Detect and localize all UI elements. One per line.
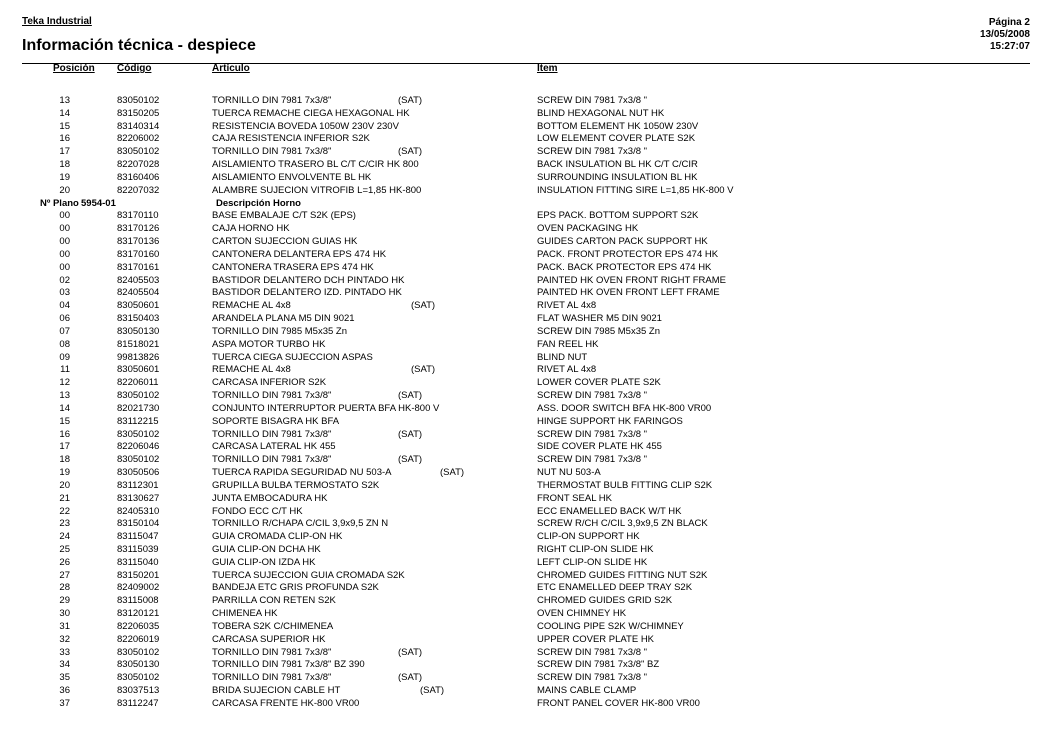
article-cell: CONJUNTO INTERRUPTOR PUERTA BFA HK-800 V (212, 402, 440, 414)
article-cell: ARANDELA PLANA M5 DIN 9021 (212, 313, 355, 325)
article-cell: TORNILLO DIN 7981 7x3/8" BZ 390 (212, 659, 365, 671)
code-cell: 82021730 (117, 402, 160, 414)
article-cell: TOBERA S2K C/CHIMENEA (212, 620, 334, 632)
table-row (0, 390, 1052, 403)
article-cell: TUERCA REMACHE CIEGA HEXAGONAL HK (212, 107, 410, 119)
item-cell: HINGE SUPPORT HK FARINGOS (537, 415, 683, 427)
item-cell: SCREW DIN 7981 7x3/8 " (537, 428, 648, 440)
article-cell: TUERCA CIEGA SUJECCION ASPAS (212, 351, 373, 363)
position-cell: 28 (59, 582, 70, 594)
table-row (0, 531, 1052, 544)
position-cell: 14 (59, 402, 70, 414)
position-cell: 37 (59, 697, 70, 709)
position-cell: 33 (59, 646, 70, 658)
position-cell: 26 (59, 556, 70, 568)
position-cell: 16 (59, 428, 70, 440)
table-row (0, 377, 1052, 390)
item-cell: PAINTED HK OVEN FRONT RIGHT FRAME (537, 274, 726, 286)
item-cell: UPPER COVER PLATE HK (537, 633, 655, 645)
article-cell: CARCASA INFERIOR S2K (212, 377, 327, 389)
table-row (0, 95, 1052, 108)
article-cell: BASTIDOR DELANTERO IZD. PINTADO HK (212, 287, 402, 299)
article-cell: TORNILLO DIN 7981 7x3/8" (212, 454, 332, 466)
code-cell: 83050102 (117, 428, 160, 440)
code-cell: 83170110 (117, 210, 159, 222)
table-row (0, 570, 1052, 583)
sat-tag: (SAT) (398, 646, 423, 658)
table-row (0, 275, 1052, 288)
item-cell: LOW ELEMENT COVER PLATE S2K (537, 133, 696, 145)
table-row (0, 634, 1052, 647)
item-cell: OVEN PACKAGING HK (537, 223, 639, 235)
table-row (0, 480, 1052, 493)
code-cell: 83115008 (117, 595, 159, 607)
code-cell: 83050102 (117, 646, 160, 658)
article-cell: REMACHE AL 4x8 (212, 364, 291, 376)
table-row (0, 172, 1052, 185)
position-cell: 18 (59, 159, 70, 171)
item-cell: SCREW R/CH C/CIL 3,9x9,5 ZN BLACK (537, 518, 708, 530)
table-row (0, 185, 1052, 198)
report-date: 13/05/2008 (979, 29, 1030, 40)
code-cell: 83050130 (117, 659, 160, 671)
position-cell: 00 (59, 261, 70, 273)
parts-table (0, 95, 1052, 711)
item-cell: GUIDES CARTON PACK SUPPORT HK (537, 236, 708, 248)
sat-tag: (SAT) (398, 672, 423, 684)
table-row (0, 493, 1052, 506)
position-cell: 13 (59, 95, 70, 106)
code-cell: 83170161 (117, 261, 160, 273)
code-cell: 82405504 (117, 287, 160, 299)
table-row (0, 223, 1052, 236)
position-cell: 02 (59, 274, 70, 286)
sat-tag: (SAT) (411, 300, 436, 312)
code-cell: 83115039 (117, 543, 159, 555)
column-header-article: Artículo (212, 63, 250, 74)
code-cell: 82207032 (117, 184, 160, 196)
position-cell: 09 (59, 351, 70, 363)
item-cell: LEFT CLIP-ON SLIDE HK (537, 556, 648, 568)
position-cell: 11 (60, 364, 70, 376)
item-cell: PAINTED HK OVEN FRONT LEFT FRAME (537, 287, 720, 299)
code-cell: 83150403 (117, 313, 160, 325)
item-cell: EPS PACK. BOTTOM SUPPORT S2K (537, 210, 699, 222)
article-cell: JUNTA EMBOCADURA HK (212, 492, 328, 504)
article-cell: BANDEJA ETC GRIS PROFUNDA S2K (212, 582, 379, 594)
table-row (0, 557, 1052, 570)
code-cell: 82206011 (117, 377, 159, 389)
code-cell: 83150205 (117, 107, 160, 119)
item-cell: FLAT WASHER M5 DIN 9021 (537, 313, 662, 325)
code-cell: 83050102 (117, 672, 160, 684)
item-cell: CHROMED GUIDES GRID S2K (537, 595, 673, 607)
article-cell: TUERCA RAPIDA SEGURIDAD NU 503-A (212, 467, 392, 479)
article-cell: CANTONERA TRASERA EPS 474 HK (212, 261, 374, 273)
code-cell: 83112301 (117, 479, 159, 491)
code-cell: 83160406 (117, 171, 160, 183)
item-cell: MAINS CABLE CLAMP (537, 685, 637, 697)
code-cell: 82409002 (117, 582, 160, 594)
position-cell: 15 (59, 120, 70, 132)
report-time: 15:27:07 (989, 41, 1030, 52)
article-cell: CARCASA SUPERIOR HK (212, 633, 326, 645)
code-cell: 83112247 (117, 697, 159, 709)
article-cell: GUIA CLIP-ON DCHA HK (212, 543, 321, 555)
position-cell: 23 (59, 518, 70, 530)
position-cell: 24 (59, 531, 70, 543)
article-cell: CARCASA LATERAL HK 455 (212, 441, 336, 453)
code-cell: 83050102 (117, 146, 160, 158)
table-row (0, 647, 1052, 660)
article-cell: PARRILLA CON RETEN S2K (212, 595, 336, 607)
article-cell: ALAMBRE SUJECION VITROFIB L=1,85 HK-800 (212, 184, 422, 196)
table-row (0, 352, 1052, 365)
item-cell: SCREW DIN 7981 7x3/8" BZ (537, 659, 660, 671)
code-cell: 82206046 (117, 441, 160, 453)
position-cell: 00 (59, 210, 70, 222)
table-row (0, 672, 1052, 685)
position-cell: 17 (59, 441, 70, 453)
item-cell: RIGHT CLIP-ON SLIDE HK (537, 543, 654, 555)
code-cell: 83170126 (117, 223, 160, 235)
table-row (0, 287, 1052, 300)
code-cell: 83120121 (117, 608, 160, 620)
position-cell: 29 (59, 595, 70, 607)
item-cell: OVEN CHIMNEY HK (537, 608, 627, 620)
article-cell: AISLAMIENTO ENVOLVENTE BL HK (212, 171, 372, 183)
code-cell: 82206019 (117, 633, 160, 645)
sat-tag: (SAT) (411, 364, 436, 376)
table-row (0, 441, 1052, 454)
item-cell: FRONT SEAL HK (537, 492, 612, 504)
article-cell: TORNILLO DIN 7981 7x3/8" (212, 428, 332, 440)
position-cell: 31 (59, 620, 70, 632)
code-cell: 82405503 (117, 274, 160, 286)
code-cell: 83140314 (117, 120, 160, 132)
article-cell: CARTON SUJECCION GUIAS HK (212, 236, 358, 248)
table-row (0, 249, 1052, 262)
table-row (0, 454, 1052, 467)
item-cell: NUT NU 503-A (537, 467, 601, 479)
table-row (0, 608, 1052, 621)
position-cell: 30 (59, 608, 70, 620)
position-cell: 00 (59, 248, 70, 260)
column-header-position: Posición (53, 63, 95, 74)
item-cell: BLIND HEXAGONAL NUT HK (537, 107, 665, 119)
item-cell: SCREW DIN 7981 7x3/8 " (537, 146, 648, 158)
article-cell: TORNILLO DIN 7985 M5x35 Zn (212, 325, 347, 337)
article-cell: TUERCA SUJECCION GUIA CROMADA S2K (212, 569, 405, 581)
article-cell: CANTONERA DELANTERA EPS 474 HK (212, 248, 387, 260)
position-cell: 21 (59, 492, 70, 504)
sat-tag: (SAT) (398, 95, 423, 106)
code-cell: 83115047 (117, 531, 159, 543)
item-cell: BOTTOM ELEMENT HK 1050W 230V (537, 120, 699, 132)
position-cell: 07 (59, 325, 70, 337)
article-cell: RESISTENCIA BOVEDA 1050W 230V 230V (212, 120, 399, 132)
item-cell: SURROUNDING INSULATION BL HK (537, 171, 698, 183)
position-cell: 20 (59, 479, 70, 491)
page-meta (980, 17, 1030, 53)
code-cell: 83150201 (117, 569, 160, 581)
sat-tag: (SAT) (398, 428, 423, 440)
table-row (0, 364, 1052, 377)
sat-tag: (SAT) (398, 454, 423, 466)
article-cell: REMACHE AL 4x8 (212, 300, 291, 312)
table-row (0, 403, 1052, 416)
item-cell: RIVET AL 4x8 (537, 364, 597, 376)
table-row (0, 518, 1052, 531)
position-cell: 06 (59, 313, 70, 325)
column-header-item: Item (537, 63, 558, 74)
code-cell: 83050506 (117, 467, 160, 479)
item-cell: ECC ENAMELLED BACK W/T HK (537, 505, 682, 517)
position-cell: 25 (59, 543, 70, 555)
sat-tag: (SAT) (420, 685, 445, 697)
article-cell: TORNILLO DIN 7981 7x3/8" (212, 390, 332, 402)
article-cell: TORNILLO DIN 7981 7x3/8" (212, 146, 332, 158)
code-cell: 83170136 (117, 236, 160, 248)
column-header-code: Código (117, 63, 152, 74)
item-cell: ASS. DOOR SWITCH BFA HK-800 VR00 (537, 402, 712, 414)
plano-label: Nº Plano (40, 197, 79, 209)
item-cell: BLIND NUT (537, 351, 588, 363)
item-cell: PACK. BACK PROTECTOR EPS 474 HK (537, 261, 712, 273)
table-row (0, 685, 1052, 698)
item-cell: ETC ENAMELLED DEEP TRAY S2K (537, 582, 693, 594)
position-cell: 13 (59, 390, 70, 402)
article-cell: CAJA RESISTENCIA INFERIOR S2K (212, 133, 370, 145)
position-cell: 19 (59, 171, 70, 183)
sat-tag: (SAT) (398, 146, 423, 158)
item-cell: SCREW DIN 7981 7x3/8 " (537, 646, 648, 658)
table-row (0, 429, 1052, 442)
article-cell: FONDO ECC C/T HK (212, 505, 303, 517)
table-row (0, 698, 1052, 711)
item-cell: CLIP-ON SUPPORT HK (537, 531, 640, 543)
position-cell: 17 (59, 146, 70, 158)
sat-tag: (SAT) (440, 467, 465, 479)
position-cell: 08 (59, 338, 70, 350)
code-cell: 81518021 (117, 338, 160, 350)
table-row (0, 506, 1052, 519)
item-cell: SCREW DIN 7981 7x3/8 " (537, 390, 648, 402)
article-cell: SOPORTE BISAGRA HK BFA (212, 415, 340, 427)
item-cell: CHROMED GUIDES FITTING NUT S2K (537, 569, 708, 581)
item-cell: SCREW DIN 7981 7x3/8 " (537, 95, 648, 106)
position-cell: 20 (59, 184, 70, 196)
table-row (0, 621, 1052, 634)
table-row (0, 339, 1052, 352)
item-cell: BACK INSULATION BL HK C/T C/CIR (537, 159, 698, 171)
plano-section-row (0, 198, 1052, 211)
item-cell: FRONT PANEL COVER HK-800 VR00 (537, 697, 700, 709)
article-cell: CHIMENEA HK (212, 608, 278, 620)
sat-tag: (SAT) (398, 390, 423, 402)
item-cell: INSULATION FITTING SIRE L=1,85 HK-800 V (537, 184, 734, 196)
article-cell: BASE EMBALAJE C/T S2K (EPS) (212, 210, 356, 222)
table-row (0, 467, 1052, 480)
position-cell: 15 (59, 415, 70, 427)
position-cell: 18 (59, 454, 70, 466)
code-cell: 83037513 (117, 685, 160, 697)
item-cell: RIVET AL 4x8 (537, 300, 597, 312)
code-cell: 82206035 (117, 620, 160, 632)
position-cell: 19 (59, 467, 70, 479)
item-cell: SCREW DIN 7981 7x3/8 " (537, 672, 648, 684)
code-cell: 82207028 (117, 159, 160, 171)
plano-description: Descripción Horno (216, 197, 301, 209)
article-cell: TORNILLO DIN 7981 7x3/8" (212, 672, 332, 684)
item-cell: LOWER COVER PLATE S2K (537, 377, 661, 389)
table-row (0, 595, 1052, 608)
item-cell: PACK. FRONT PROTECTOR EPS 474 HK (537, 248, 719, 260)
position-cell: 12 (59, 377, 70, 389)
table-row (0, 582, 1052, 595)
code-cell: 83112215 (117, 415, 159, 427)
table-row (0, 121, 1052, 134)
article-cell: BRIDA SUJECION CABLE HT (212, 685, 341, 697)
article-cell: CAJA HORNO HK (212, 223, 290, 235)
item-cell: SIDE COVER PLATE HK 455 (537, 441, 662, 453)
article-cell: GRUPILLA BULBA TERMOSTATO S2K (212, 479, 380, 491)
position-cell: 00 (59, 223, 70, 235)
article-cell: GUIA CLIP-ON IZDA HK (212, 556, 316, 568)
code-cell: 83150104 (117, 518, 160, 530)
code-cell: 82206002 (117, 133, 160, 145)
code-cell: 83050601 (117, 300, 160, 312)
article-cell: TORNILLO R/CHAPA C/CIL 3,9x9,5 ZN N (212, 518, 389, 530)
code-cell: 83115040 (117, 556, 159, 568)
position-cell: 00 (59, 236, 70, 248)
code-cell: 99813826 (117, 351, 160, 363)
item-cell: COOLING PIPE S2K W/CHIMNEY (537, 620, 684, 632)
article-cell: TORNILLO DIN 7981 7x3/8" (212, 95, 332, 106)
table-row (0, 262, 1052, 275)
code-cell: 82405310 (117, 505, 160, 517)
page-title: Información técnica - despiece (22, 37, 256, 54)
article-cell: TORNILLO DIN 7981 7x3/8" (212, 646, 332, 658)
position-cell: 14 (59, 107, 70, 119)
table-row (0, 416, 1052, 429)
position-cell: 34 (59, 659, 70, 671)
table-row (0, 659, 1052, 672)
position-cell: 03 (59, 287, 70, 299)
position-cell: 36 (59, 685, 70, 697)
article-cell: AISLAMIENTO TRASERO BL C/T C/CIR HK 800 (212, 159, 419, 171)
table-row (0, 300, 1052, 313)
position-cell: 32 (59, 633, 70, 645)
position-cell: 04 (59, 300, 70, 312)
plano-number: 5954-01 (81, 197, 116, 209)
table-row (0, 544, 1052, 557)
table-row (0, 108, 1052, 121)
position-cell: 27 (59, 569, 70, 581)
table-row (0, 236, 1052, 249)
table-row (0, 159, 1052, 172)
code-cell: 83050102 (117, 95, 160, 106)
article-cell: GUIA CROMADA CLIP-ON HK (212, 531, 343, 543)
article-cell: CARCASA FRENTE HK-800 VR00 (212, 697, 360, 709)
article-cell: BASTIDOR DELANTERO DCH PINTADO HK (212, 274, 405, 286)
table-row (0, 313, 1052, 326)
position-cell: 35 (59, 672, 70, 684)
code-cell: 83050102 (117, 454, 160, 466)
item-cell: SCREW DIN 7981 7x3/8 " (537, 454, 648, 466)
position-cell: 16 (59, 133, 70, 145)
page-number: Página 2 (988, 17, 1030, 28)
code-cell: 83050601 (117, 364, 160, 376)
company-name: Teka Industrial (22, 16, 92, 27)
table-row (0, 146, 1052, 159)
code-cell: 83050102 (117, 390, 160, 402)
code-cell: 83170160 (117, 248, 160, 260)
code-cell: 83050130 (117, 325, 160, 337)
code-cell: 83130627 (117, 492, 160, 504)
article-cell: ASPA MOTOR TURBO HK (212, 338, 326, 350)
table-row (0, 210, 1052, 223)
table-row (0, 326, 1052, 339)
header-divider (22, 63, 1030, 64)
position-cell: 22 (59, 505, 70, 517)
table-row (0, 133, 1052, 146)
item-cell: THERMOSTAT BULB FITTING CLIP S2K (537, 479, 713, 491)
item-cell: SCREW DIN 7985 M5x35 Zn (537, 325, 661, 337)
item-cell: FAN REEL HK (537, 338, 599, 350)
